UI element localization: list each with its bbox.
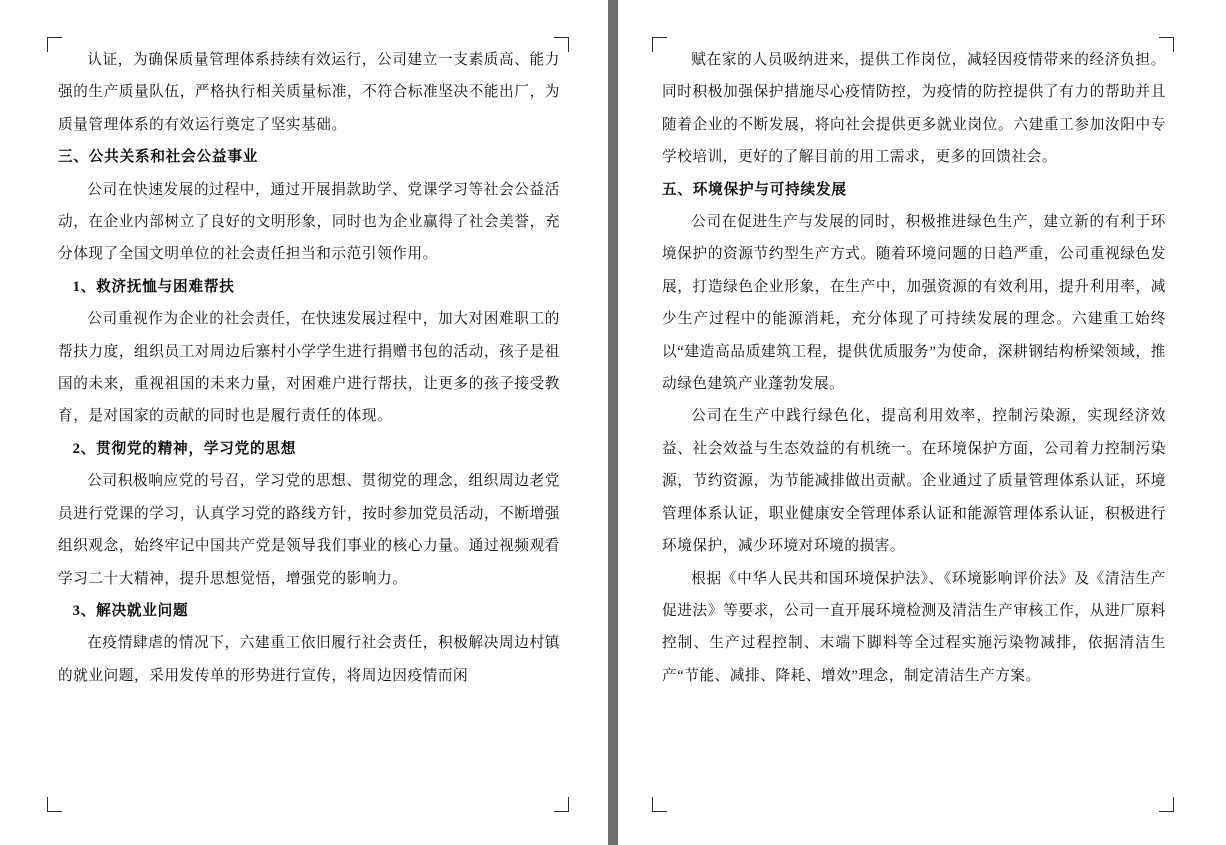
page-gutter	[608, 0, 618, 845]
paragraph: 公司积极响应党的号召，学习党的思想、贯彻党的理念，组织周边老党员进行党课的学习，认真学习党的路线方针，按时参加党员活动，不断增强组织观念，始终牢记中国共产党是领导我们事业的核心力量。通过视频观看学习二十大精神，提升思想觉悟，增强党的影响力。	[58, 473, 560, 587]
page-right	[618, 0, 1226, 845]
section-heading: 五、环境保护与可持续发展	[662, 181, 847, 198]
paragraph: 根据《中华人民共和国环境保护法》、《环境影响评价法》及《清洁生产促进法》等要求，公司一直开展环境检测及清洁生产审核工作，从进厂原料控制、生产过程控制、末端下脚料等全过程实施污染物减排，依据清洁生产“节能、减排、降耗、增效”理念，制定清洁生产方案。	[662, 570, 1166, 684]
subsection-heading: 3、解决就业问题	[72, 602, 189, 619]
subsection-heading: 2、贯彻党的精神，学习党的思想	[72, 440, 297, 457]
paragraph: 赋在家的人员吸纳进来，提供工作岗位，减轻因疫情带来的经济负担。同时积极加强保护措施尽心疫情防控，为疫情的防控提供了有力的帮助并且随着企业的不断发展，将向社会提供更多就业岗位。六建重工参加汝阳中专学校培训，更好的了解目前的用工需求，更多的回馈社会。	[662, 52, 1166, 166]
page-left	[0, 0, 608, 845]
page-right-content	[662, 44, 1166, 805]
paragraph: 公司在生产中践行绿色化，提高利用效率，控制污染源，实现经济效益、社会效益与生态效益的有机统一。在环境保护方面，公司着力控制污染源，节约资源，为节能减排做出贡献。企业通过了质量管理体系认证，环境管理体系认证，职业健康安全管理体系认证和能源管理体系认证，积极进行环境保护，减少环境对环境的损害。	[662, 408, 1166, 555]
subsection-heading: 1、救济抚恤与困难帮扶	[72, 278, 235, 295]
paragraph: 公司重视作为企业的社会责任，在快速发展过程中，加大对困难职工的帮扶力度，组织员工对周边后寨村小学学生进行捐赠书包的活动，孩子是祖国的未来，重视祖国的未来力量，对困难户进行帮扶，让更多的孩子接受教育，是对国家的贡献的同时也是履行责任的体现。	[58, 311, 560, 425]
page-left-content	[58, 44, 560, 805]
paragraph: 公司在快速发展的过程中，通过开展捐款助学、党课学习等社会公益活动，在企业内部树立了良好的文明形象，同时也为企业赢得了社会美誉，充分体现了全国文明单位的社会责任担当和示范引领作用。	[58, 181, 560, 263]
paragraph: 认证，为确保质量管理体系持续有效运行，公司建立一支素质高、能力强的生产质量队伍，严格执行相关质量标准，不符合标准坚决不能出厂，为质量管理体系的有效运行奠定了坚实基础。	[58, 52, 560, 133]
paragraph: 公司在促进生产与发展的同时，积极推进绿色生产，建立新的有利于环境保护的资源节约型生产方式。随着环境问题的日趋严重，公司重视绿色发展，打造绿色企业形象，在生产中，加强资源的有效利用，提升利用率，减少生产过程中的能源消耗，充分体现了可持续发展的理念。六建重工始终以“建造高品质建筑工程，提供优质服务”为使命，深耕钢结构桥梁领域，推动绿色建筑产业蓬勃发展。	[662, 214, 1166, 393]
section-heading: 三、公共关系和社会公益事业	[58, 149, 259, 166]
paragraph: 在疫情肆虐的情况下，六建重工依旧履行社会责任，积极解决周边村镇的就业问题，采用发传单的形势进行宣传，将周边因疫情而闲	[58, 635, 560, 684]
